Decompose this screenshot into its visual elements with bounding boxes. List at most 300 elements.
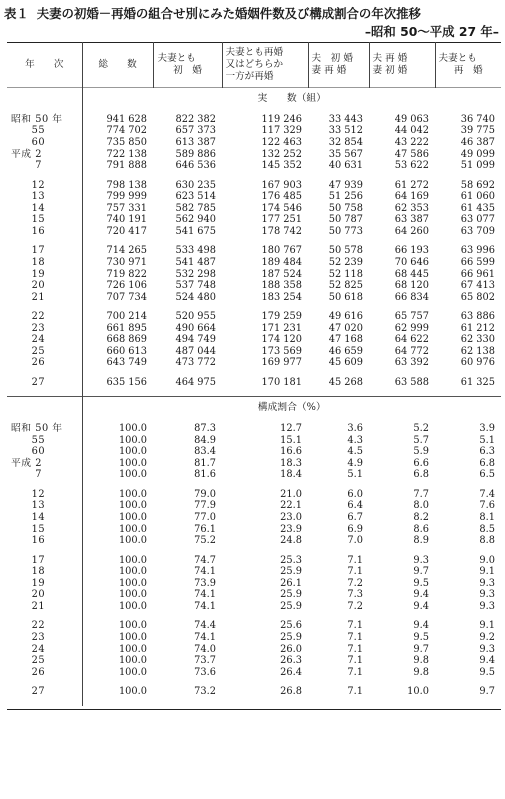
both-first-cell: 73.6 xyxy=(194,666,216,678)
year-cell: 60 xyxy=(11,446,46,458)
husband-first-cell: 45 609 xyxy=(328,357,363,369)
total-cell: 100.0 xyxy=(82,489,153,501)
both-first-cell: 75.2 xyxy=(194,535,216,547)
either-remarried-cell: 183 254 xyxy=(261,291,302,303)
either-remarried-cell: 21.0 xyxy=(280,488,302,500)
husband-first-cell: 50 618 xyxy=(328,291,363,303)
year-cell: 23 xyxy=(11,631,46,643)
husband-first-cell: 7.2 xyxy=(347,577,363,589)
either-remarried-cell: 188 358 xyxy=(261,280,302,292)
both-remarried-cell: 63 077 xyxy=(460,214,495,226)
either-remarried-cell: 173 569 xyxy=(261,345,302,357)
husband-first-cell: 5.1 xyxy=(347,469,363,481)
both-first-cell: 74.4 xyxy=(194,620,216,632)
total-cell: 100.0 xyxy=(82,555,153,567)
both-first-cell: 76.1 xyxy=(194,523,216,535)
husband-first-cell: 7.1 xyxy=(347,686,363,698)
husband-first-cell: 46 659 xyxy=(328,345,363,357)
both-first-cell: 562 940 xyxy=(175,214,216,226)
husband-first-cell: 33 512 xyxy=(328,125,363,137)
total-cell: 100.0 xyxy=(82,524,153,536)
either-remarried-cell: 117 329 xyxy=(261,125,302,137)
both-remarried-cell: 63 709 xyxy=(460,225,495,237)
husband-first-cell: 7.1 xyxy=(347,554,363,566)
either-remarried-cell: 174 546 xyxy=(261,202,302,214)
either-remarried-cell: 23.9 xyxy=(280,523,302,535)
total-cell: 799 999 xyxy=(82,191,153,203)
either-remarried-cell: 189 484 xyxy=(261,256,302,268)
header-year: 年 次 xyxy=(7,43,82,88)
both-first-cell: 630 235 xyxy=(175,179,216,191)
table-row xyxy=(7,377,501,389)
both-remarried-cell: 9.3 xyxy=(479,589,495,601)
either-remarried-cell: 119 246 xyxy=(261,113,302,125)
total-cell: 740 191 xyxy=(82,214,153,226)
both-first-cell: 623 514 xyxy=(175,191,216,203)
year-cell: 27 xyxy=(11,376,46,388)
either-remarried-cell: 24.8 xyxy=(280,535,302,547)
both-first-cell: 646 536 xyxy=(175,160,216,172)
wife-first-cell: 43 222 xyxy=(394,136,429,148)
husband-first-cell: 47 020 xyxy=(328,322,363,334)
both-first-cell: 77.0 xyxy=(194,512,216,523)
total-cell: 100.0 xyxy=(82,686,153,698)
total-cell: 100.0 xyxy=(82,589,153,601)
table-row xyxy=(7,149,501,161)
husband-first-cell: 4.5 xyxy=(347,446,363,458)
husband-first-cell: 7.1 xyxy=(347,655,363,667)
wife-first-cell: 9.4 xyxy=(413,600,429,612)
both-remarried-cell: 3.9 xyxy=(479,423,495,435)
husband-first-cell: 47 939 xyxy=(328,179,363,191)
husband-first-cell: 52 118 xyxy=(328,268,363,280)
year-cell: 55 xyxy=(11,434,46,446)
both-remarried-cell: 6.8 xyxy=(479,457,495,469)
either-remarried-cell: 178 742 xyxy=(261,225,302,237)
husband-first-cell: 51 256 xyxy=(328,191,363,203)
year-cell: 24 xyxy=(11,334,46,346)
year-cell: 27 xyxy=(11,686,46,698)
year-cell: 14 xyxy=(11,202,46,214)
total-cell: 100.0 xyxy=(82,578,153,590)
either-remarried-cell: 18.3 xyxy=(280,457,302,469)
either-remarried-cell: 170 181 xyxy=(261,376,302,388)
table-row xyxy=(7,357,501,369)
total-cell: 635 156 xyxy=(82,377,153,389)
either-remarried-cell: 187 524 xyxy=(261,268,302,280)
total-cell: 100.0 xyxy=(82,500,153,512)
wife-first-cell: 44 042 xyxy=(394,125,429,137)
table-row xyxy=(7,601,501,613)
husband-first-cell: 7.1 xyxy=(347,631,363,643)
both-remarried-cell: 65 802 xyxy=(460,291,495,303)
wife-first-cell: 9.8 xyxy=(413,666,429,678)
wife-first-cell: 9.5 xyxy=(413,631,429,643)
both-first-cell: 84.9 xyxy=(194,434,216,446)
both-first-cell: 487 044 xyxy=(175,345,216,357)
total-cell: 100.0 xyxy=(82,458,153,470)
total-cell: 100.0 xyxy=(82,512,153,524)
table-body xyxy=(7,88,501,706)
table-row xyxy=(7,686,501,698)
both-first-cell: 83.4 xyxy=(194,446,216,458)
either-remarried-cell: 174 120 xyxy=(261,334,302,346)
both-remarried-cell: 66 599 xyxy=(460,256,495,268)
either-remarried-cell: 132 252 xyxy=(261,148,302,160)
total-cell: 730 971 xyxy=(82,257,153,269)
table-row xyxy=(7,620,501,632)
both-remarried-cell: 7.6 xyxy=(479,500,495,512)
year-cell: 7 xyxy=(11,469,42,481)
total-cell: 700 214 xyxy=(82,311,153,323)
year-cell: 17 xyxy=(11,245,46,257)
year-cell: 12 xyxy=(11,179,46,191)
both-first-cell: 73.7 xyxy=(194,655,216,667)
wife-first-cell: 6.6 xyxy=(413,457,429,469)
total-cell: 798 138 xyxy=(82,180,153,192)
year-cell: 昭和 50 年 xyxy=(11,423,63,435)
year-cell: 26 xyxy=(11,666,46,678)
wife-first-cell: 61 272 xyxy=(394,179,429,191)
year-cell: 平成 2 xyxy=(11,457,42,469)
total-cell: 100.0 xyxy=(82,469,153,481)
year-cell: 16 xyxy=(11,225,46,237)
header-total: 総 数 xyxy=(82,43,153,88)
both-first-cell: 74.1 xyxy=(194,600,216,612)
both-remarried-cell: 8.5 xyxy=(479,523,495,535)
both-first-cell: 77.9 xyxy=(194,500,216,512)
table-row xyxy=(7,524,501,536)
husband-first-cell: 32 854 xyxy=(328,136,363,148)
either-remarried-cell: 167 903 xyxy=(261,179,302,191)
total-cell: 100.0 xyxy=(82,535,153,547)
both-remarried-cell: 66 961 xyxy=(460,268,495,280)
total-cell: 668 869 xyxy=(82,334,153,346)
both-remarried-cell: 9.3 xyxy=(479,577,495,589)
husband-first-cell: 52 825 xyxy=(328,280,363,292)
both-remarried-cell: 60 976 xyxy=(460,357,495,369)
table-row xyxy=(7,280,501,292)
both-remarried-cell: 5.1 xyxy=(479,434,495,446)
both-remarried-cell: 61 435 xyxy=(460,202,495,214)
both-first-cell: 74.1 xyxy=(194,566,216,578)
total-cell: 661 895 xyxy=(82,323,153,335)
wife-first-cell: 68 445 xyxy=(394,268,429,280)
total-cell: 735 850 xyxy=(82,137,153,149)
header-row xyxy=(7,43,501,88)
total-cell: 722 138 xyxy=(82,149,153,161)
both-first-cell: 464 975 xyxy=(175,376,216,388)
husband-first-cell: 35 567 xyxy=(328,148,363,160)
husband-first-cell: 50 773 xyxy=(328,225,363,237)
either-remarried-cell: 26.1 xyxy=(280,577,302,589)
wife-first-cell: 63 392 xyxy=(394,357,429,369)
either-remarried-cell: 176 485 xyxy=(261,191,302,203)
total-cell: 660 613 xyxy=(82,346,153,358)
either-remarried-cell: 15.1 xyxy=(280,434,302,446)
both-first-cell: 74.1 xyxy=(194,589,216,601)
husband-first-cell: 7.0 xyxy=(347,535,363,547)
table-row xyxy=(7,160,501,172)
both-remarried-cell: 62 138 xyxy=(460,345,495,357)
header-either-remarried: 夫妻とも再婚 又はどちらか 一方が再婚 xyxy=(222,43,308,88)
both-remarried-cell: 9.2 xyxy=(479,631,495,643)
table-row xyxy=(7,214,501,226)
section-counts-row xyxy=(7,88,501,107)
header-husband-remarried-wife-first: 夫 再 婚 妻 初 婚 xyxy=(369,43,435,88)
document-title xyxy=(4,4,421,22)
table-row xyxy=(7,323,501,335)
both-remarried-cell: 6.5 xyxy=(479,469,495,481)
table-row xyxy=(7,245,501,257)
table-number: 表１ xyxy=(4,6,29,21)
husband-first-cell: 49 616 xyxy=(328,311,363,323)
table-row xyxy=(7,423,501,435)
either-remarried-cell: 22.1 xyxy=(280,500,302,512)
both-remarried-cell: 8.1 xyxy=(479,512,495,523)
wife-first-cell: 47 586 xyxy=(394,148,429,160)
year-cell: 15 xyxy=(11,214,46,226)
both-first-cell: 533 498 xyxy=(175,245,216,257)
both-remarried-cell: 9.1 xyxy=(479,566,495,578)
either-remarried-cell: 26.0 xyxy=(280,643,302,655)
total-cell: 757 331 xyxy=(82,203,153,215)
year-cell: 13 xyxy=(11,500,46,512)
year-cell: 17 xyxy=(11,554,46,566)
either-remarried-cell: 145 352 xyxy=(261,160,302,172)
total-cell: 100.0 xyxy=(82,601,153,613)
year-cell: 22 xyxy=(11,311,46,323)
total-cell: 100.0 xyxy=(82,423,153,435)
year-cell: 15 xyxy=(11,523,46,535)
both-first-cell: 81.6 xyxy=(194,469,216,481)
table-row xyxy=(7,257,501,269)
wife-first-cell: 62 353 xyxy=(394,202,429,214)
year-cell: 24 xyxy=(11,643,46,655)
wife-first-cell: 7.7 xyxy=(413,488,429,500)
both-first-cell: 541 487 xyxy=(175,256,216,268)
total-cell: 100.0 xyxy=(82,435,153,447)
year-cell: 60 xyxy=(11,136,46,148)
table-row xyxy=(7,500,501,512)
year-cell: 7 xyxy=(11,160,42,172)
table-row xyxy=(7,566,501,578)
both-remarried-cell: 9.1 xyxy=(479,620,495,632)
both-remarried-cell: 36 740 xyxy=(460,113,495,125)
total-cell: 714 265 xyxy=(82,245,153,257)
wife-first-cell: 65 757 xyxy=(394,311,429,323)
table-row xyxy=(7,469,501,481)
year-cell: 25 xyxy=(11,345,46,357)
both-remarried-cell: 9.3 xyxy=(479,643,495,655)
both-first-cell: 589 886 xyxy=(175,148,216,160)
table-row xyxy=(7,458,501,470)
either-remarried-cell: 169 977 xyxy=(261,357,302,369)
year-cell: 20 xyxy=(11,280,46,292)
total-cell: 707 734 xyxy=(82,292,153,304)
husband-first-cell: 7.1 xyxy=(347,566,363,578)
year-cell: 18 xyxy=(11,566,46,578)
wife-first-cell: 8.6 xyxy=(413,523,429,535)
both-first-cell: 73.2 xyxy=(194,686,216,698)
table-row xyxy=(7,346,501,358)
year-cell: 26 xyxy=(11,357,46,369)
table-row xyxy=(7,191,501,203)
husband-first-cell: 52 239 xyxy=(328,256,363,268)
husband-first-cell: 3.6 xyxy=(347,423,363,435)
both-first-cell: 613 387 xyxy=(175,136,216,148)
wife-first-cell: 6.8 xyxy=(413,469,429,481)
wife-first-cell: 63 588 xyxy=(394,376,429,388)
wife-first-cell: 9.7 xyxy=(413,566,429,578)
either-remarried-cell: 25.9 xyxy=(280,589,302,601)
either-remarried-cell: 18.4 xyxy=(280,469,302,481)
wife-first-cell: 9.4 xyxy=(413,589,429,601)
wife-first-cell: 8.9 xyxy=(413,535,429,547)
table-row xyxy=(7,655,501,667)
year-cell: 19 xyxy=(11,577,46,589)
wife-first-cell: 64 260 xyxy=(394,225,429,237)
table-row xyxy=(7,114,501,126)
either-remarried-cell: 25.3 xyxy=(280,554,302,566)
table-row xyxy=(7,667,501,679)
husband-first-cell: 7.1 xyxy=(347,666,363,678)
both-remarried-cell: 9.5 xyxy=(479,666,495,678)
table-row xyxy=(7,292,501,304)
table-row xyxy=(7,512,501,524)
both-remarried-cell: 49 099 xyxy=(460,148,495,160)
both-first-cell: 74.1 xyxy=(194,631,216,643)
either-remarried-cell: 25.6 xyxy=(280,620,302,632)
year-cell: 16 xyxy=(11,535,46,547)
year-cell: 13 xyxy=(11,191,46,203)
both-first-cell: 79.0 xyxy=(194,488,216,500)
husband-first-cell: 6.9 xyxy=(347,523,363,535)
wife-first-cell: 5.7 xyxy=(413,434,429,446)
wife-first-cell: 63 387 xyxy=(394,214,429,226)
total-cell: 719 822 xyxy=(82,269,153,281)
year-cell: 19 xyxy=(11,268,46,280)
table-row xyxy=(7,125,501,137)
both-first-cell: 582 785 xyxy=(175,202,216,214)
year-cell: 23 xyxy=(11,322,46,334)
either-remarried-cell: 26.8 xyxy=(280,686,302,698)
both-remarried-cell: 51 099 xyxy=(460,160,495,172)
either-remarried-cell: 179 259 xyxy=(261,311,302,323)
table-row xyxy=(7,137,501,149)
wife-first-cell: 53 622 xyxy=(394,160,429,172)
husband-first-cell: 7.2 xyxy=(347,600,363,612)
both-first-cell: 74.7 xyxy=(194,554,216,566)
table-row xyxy=(7,555,501,567)
husband-first-cell: 7.3 xyxy=(347,589,363,601)
both-first-cell: 494 749 xyxy=(175,334,216,346)
total-cell: 720 417 xyxy=(82,226,153,238)
total-cell: 941 628 xyxy=(82,114,153,126)
either-remarried-cell: 16.6 xyxy=(280,446,302,458)
husband-first-cell: 6.0 xyxy=(347,488,363,500)
wife-first-cell: 62 999 xyxy=(394,322,429,334)
both-first-cell: 520 955 xyxy=(175,311,216,323)
wife-first-cell: 8.0 xyxy=(413,500,429,512)
husband-first-cell: 45 268 xyxy=(328,376,363,388)
year-cell: 平成 2 xyxy=(11,148,42,160)
wife-first-cell: 9.7 xyxy=(413,643,429,655)
table-row xyxy=(7,446,501,458)
table-row xyxy=(7,589,501,601)
year-cell: 14 xyxy=(11,512,46,523)
wife-first-cell: 9.5 xyxy=(413,577,429,589)
title-text: 夫妻の初婚－再婚の組合せ別にみた婚姻件数及び構成割合の年次推移 xyxy=(36,6,421,21)
year-cell: 18 xyxy=(11,256,46,268)
both-remarried-cell: 9.7 xyxy=(479,686,495,698)
marriage-table xyxy=(7,42,501,710)
table-row xyxy=(7,269,501,281)
total-cell: 100.0 xyxy=(82,644,153,656)
husband-first-cell: 50 758 xyxy=(328,202,363,214)
year-cell: 12 xyxy=(11,488,46,500)
both-remarried-cell: 6.3 xyxy=(479,446,495,458)
section-label-percent: 構成割合（%） xyxy=(82,397,501,416)
both-first-cell: 532 298 xyxy=(175,268,216,280)
both-remarried-cell: 63 996 xyxy=(460,245,495,257)
husband-first-cell: 33 443 xyxy=(328,113,363,125)
total-cell: 100.0 xyxy=(82,620,153,632)
both-remarried-cell: 61 060 xyxy=(460,191,495,203)
husband-first-cell: 40 631 xyxy=(328,160,363,172)
husband-first-cell: 4.9 xyxy=(347,457,363,469)
wife-first-cell: 10.0 xyxy=(407,686,429,698)
total-cell: 100.0 xyxy=(82,632,153,644)
both-remarried-cell: 61 325 xyxy=(460,376,495,388)
wife-first-cell: 9.8 xyxy=(413,655,429,667)
both-remarried-cell: 39 775 xyxy=(460,125,495,137)
either-remarried-cell: 25.9 xyxy=(280,600,302,612)
total-cell: 726 106 xyxy=(82,280,153,292)
total-cell: 774 702 xyxy=(82,125,153,137)
both-remarried-cell: 8.8 xyxy=(479,535,495,547)
both-first-cell: 657 373 xyxy=(175,125,216,137)
both-remarried-cell: 9.4 xyxy=(479,655,495,667)
total-cell: 100.0 xyxy=(82,667,153,679)
both-first-cell: 81.7 xyxy=(194,457,216,469)
both-first-cell: 541 675 xyxy=(175,225,216,237)
wife-first-cell: 49 063 xyxy=(394,113,429,125)
husband-first-cell: 7.1 xyxy=(347,643,363,655)
either-remarried-cell: 180 767 xyxy=(261,245,302,257)
year-cell: 21 xyxy=(11,291,46,303)
total-cell: 100.0 xyxy=(82,566,153,578)
both-first-cell: 822 382 xyxy=(175,113,216,125)
table-row xyxy=(7,226,501,238)
either-remarried-cell: 25.9 xyxy=(280,631,302,643)
husband-first-cell: 50 578 xyxy=(328,245,363,257)
both-remarried-cell: 7.4 xyxy=(479,488,495,500)
section-percent-row xyxy=(7,397,501,416)
both-remarried-cell: 9.0 xyxy=(479,554,495,566)
wife-first-cell: 70 646 xyxy=(394,256,429,268)
wife-first-cell: 9.4 xyxy=(413,620,429,632)
table-row xyxy=(7,578,501,590)
table-row xyxy=(7,632,501,644)
wife-first-cell: 64 772 xyxy=(394,345,429,357)
table-row xyxy=(7,489,501,501)
wife-first-cell: 5.9 xyxy=(413,446,429,458)
header-both-remarried: 夫妻とも 再 婚 xyxy=(435,43,501,88)
both-remarried-cell: 58 692 xyxy=(460,179,495,191)
both-remarried-cell: 61 212 xyxy=(460,322,495,334)
both-remarried-cell: 62 330 xyxy=(460,334,495,346)
